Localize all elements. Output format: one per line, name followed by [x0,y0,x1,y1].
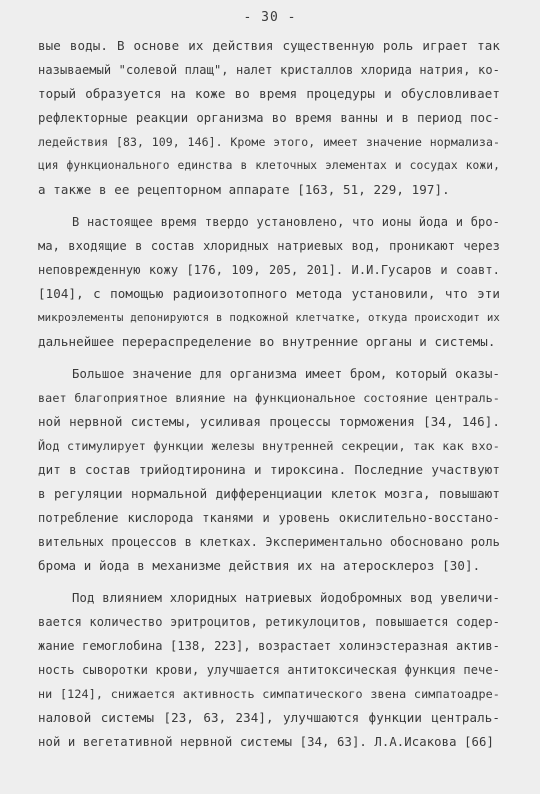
text-line: микроэлементы депонируются в подкожной клетчатке, откуда происходит их [38,311,500,324]
text-line: рефлекторные реакции организма во время ванны и в период пос- [38,111,500,125]
text-line: брома и йода в механизме действия их на атеросклероз [30]. [38,558,481,573]
text-line: в регуляции нормальной дифференциации клеток мозга, повышают [38,486,500,501]
text-line: Под влиянием хлоридных натриевых йодобромных вод увеличи- [72,591,500,605]
page-number: - 30 - [243,10,297,25]
text-line: называемый "солевой плащ", налет кристаллов хлорида натрия, ко- [38,63,500,77]
paragraph-2 [38,210,500,354]
text-line: дит в состав трийодтиронина и тироксина. Последние участвуют [38,462,500,477]
paragraph-3 [38,362,500,578]
text-line: Йод стимулирует функции железы внутренней секреции, так как вхо- [38,439,500,453]
text-line: торый образуется на коже во время процедуры и обусловливает [38,86,500,101]
text-line: [104], с помощью радиоизотопного метода установили, что эти [38,286,500,301]
body-text [38,34,500,762]
text-line: ни [124], снижается активность симпатического звена симпатоадре- [38,687,500,701]
text-line: потребление кислорода тканями и уровень окислительно-восстано- [38,511,500,525]
text-line: вительных процессов в клетках. Экспериментально обосновано роль [38,535,500,549]
text-line: Большое значение для организма имеет бром, который оказы- [72,367,500,381]
text-line: неповрежденную кожу [176, 109, 205, 201]. И.И.Гусаров и соавт. [38,263,500,277]
text-line: жание гемоглобина [138, 223], возрастает холинэстеразная актив- [38,639,500,653]
text-line: ной нервной системы, усиливая процессы торможения [34, 146]. [38,414,500,429]
text-line: ция функционального единства в клеточных элементах и сосудах кожи, [38,159,500,172]
text-line: вые воды. В основе их действия существенную роль играет так [38,38,500,53]
paragraph-4 [38,586,500,754]
text-line: ной и вегетативной нервной системы [34, 63]. Л.А.Исакова [66] [38,735,494,749]
paragraph-1 [38,34,500,202]
text-line: вается количество эритроцитов, ретикулоцитов, повышается содер- [38,615,500,629]
text-line: а также в ее рецепторном аппарате [163, 51, 229, 197]. [38,182,450,197]
text-line: вает благоприятное влияние на функциональное состояние централь- [38,391,500,405]
text-line: ма, входящие в состав хлоридных натриевых вод, проникают через [38,239,500,253]
text-line: дальнейшее перераспределение во внутренние органы и системы. [38,334,496,349]
text-line: ность сыворотки крови, улучшается антитоксическая функция пече- [38,663,500,677]
text-line: наловой системы [23, 63, 234], улучшаются функции централь- [38,710,500,725]
text-line: В настоящее время твердо установлено, что ионы йода и бро- [72,215,500,229]
text-line: ледействия [83, 109, 146]. Кроме этого, имеет значение нормализа- [38,135,500,149]
